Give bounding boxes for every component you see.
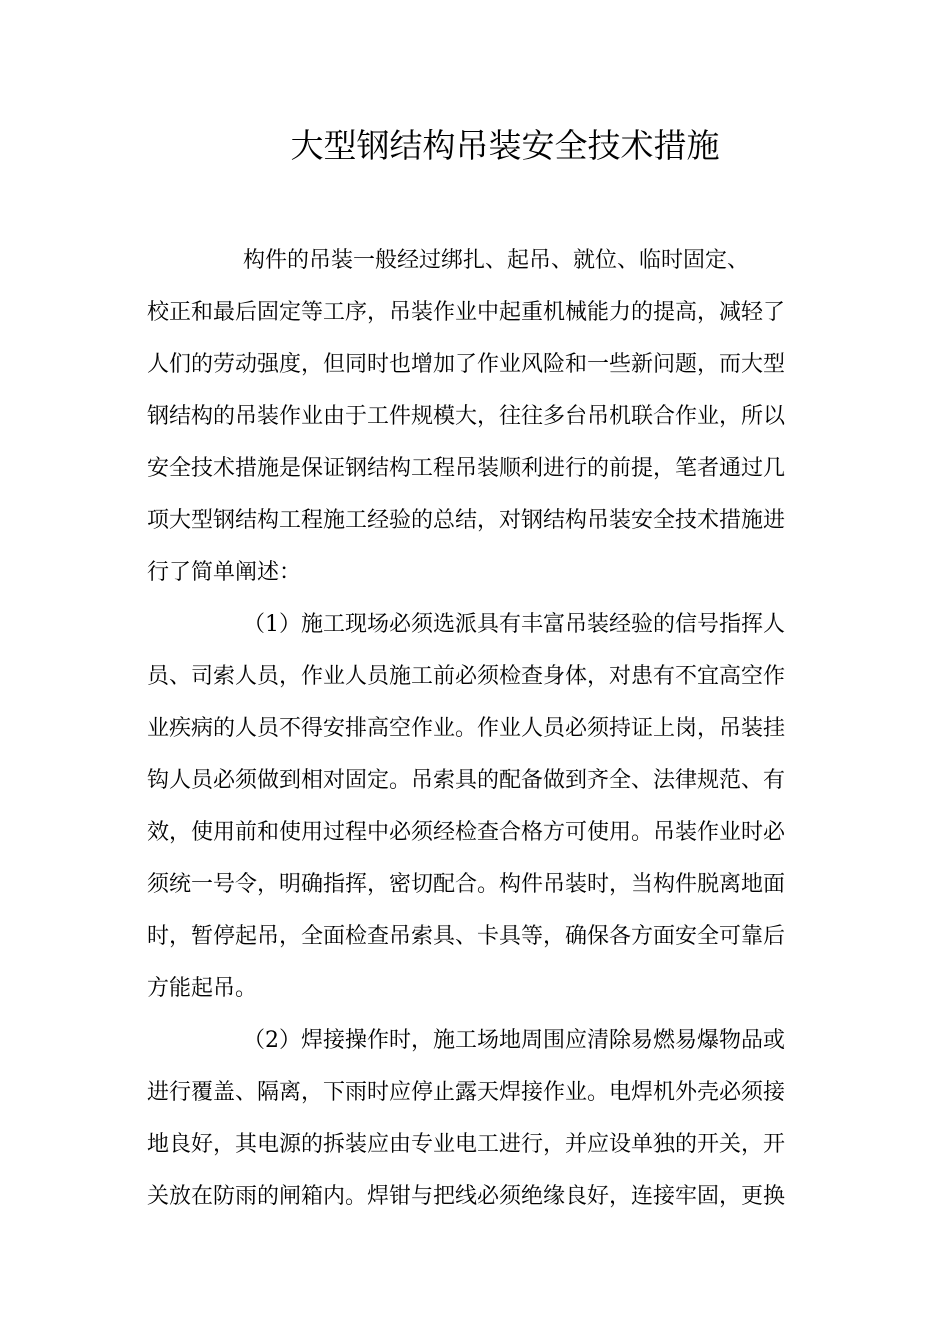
paragraph-item-1 <box>147 599 807 1015</box>
text-line: 须统一号令，明确指挥，密切配合。构件吊装时，当构件脱离地面 <box>147 872 786 897</box>
text-line: 构件的吊装一般经过绑扎、起吊、就位、临时固定、 <box>243 248 750 273</box>
document-title: 大型钢结构吊装安全技术措施 <box>290 126 720 165</box>
text-line: 时，暂停起吊，全面检查吊索具、卡具等，确保各方面安全可靠后 <box>147 924 786 949</box>
text-line: （2）焊接操作时，施工场地周围应清除易燃易爆物品或 <box>243 1028 785 1053</box>
text-line: 进行覆盖、隔离，下雨时应停止露天焊接作业。电焊机外壳必须接 <box>147 1080 786 1105</box>
text-line: 行了简单阐述： <box>147 560 302 585</box>
text-line: 钩人员必须做到相对固定。吊索具的配备做到齐全、法律规范、有 <box>147 768 786 793</box>
text-line: 地良好，其电源的拆装应由专业电工进行，并应设单独的开关，开 <box>147 1132 786 1157</box>
text-line: 人们的劳动强度，但同时也增加了作业风险和一些新问题，而大型 <box>147 352 786 377</box>
paragraph-intro <box>147 235 807 599</box>
text-line: 钢结构的吊装作业由于工件规模大，往往多台吊机联合作业，所以 <box>147 404 786 429</box>
text-line: 校正和最后固定等工序，吊装作业中起重机械能力的提高，减轻了 <box>147 300 786 325</box>
paragraph-item-2 <box>147 1015 807 1223</box>
text-line: 员、司索人员，作业人员施工前必须检查身体，对患有不宜高空作 <box>147 664 786 689</box>
text-line: 安全技术措施是保证钢结构工程吊装顺利进行的前提，笔者通过几 <box>147 456 786 481</box>
text-line: 关放在防雨的闸箱内。焊钳与把线必须绝缘良好，连接牢固，更换 <box>147 1184 786 1209</box>
text-line: 项大型钢结构工程施工经验的总结，对钢结构吊装安全技术措施进 <box>147 508 786 533</box>
document-body <box>147 235 807 1223</box>
text-line: 方能起吊。 <box>147 976 258 1001</box>
text-line: 效，使用前和使用过程中必须经检查合格方可使用。吊装作业时必 <box>147 820 786 845</box>
text-line: 业疾病的人员不得安排高空作业。作业人员必须持证上岗，吊装挂 <box>147 716 786 741</box>
text-line: （1）施工现场必须选派具有丰富吊装经验的信号指挥人 <box>243 612 785 637</box>
